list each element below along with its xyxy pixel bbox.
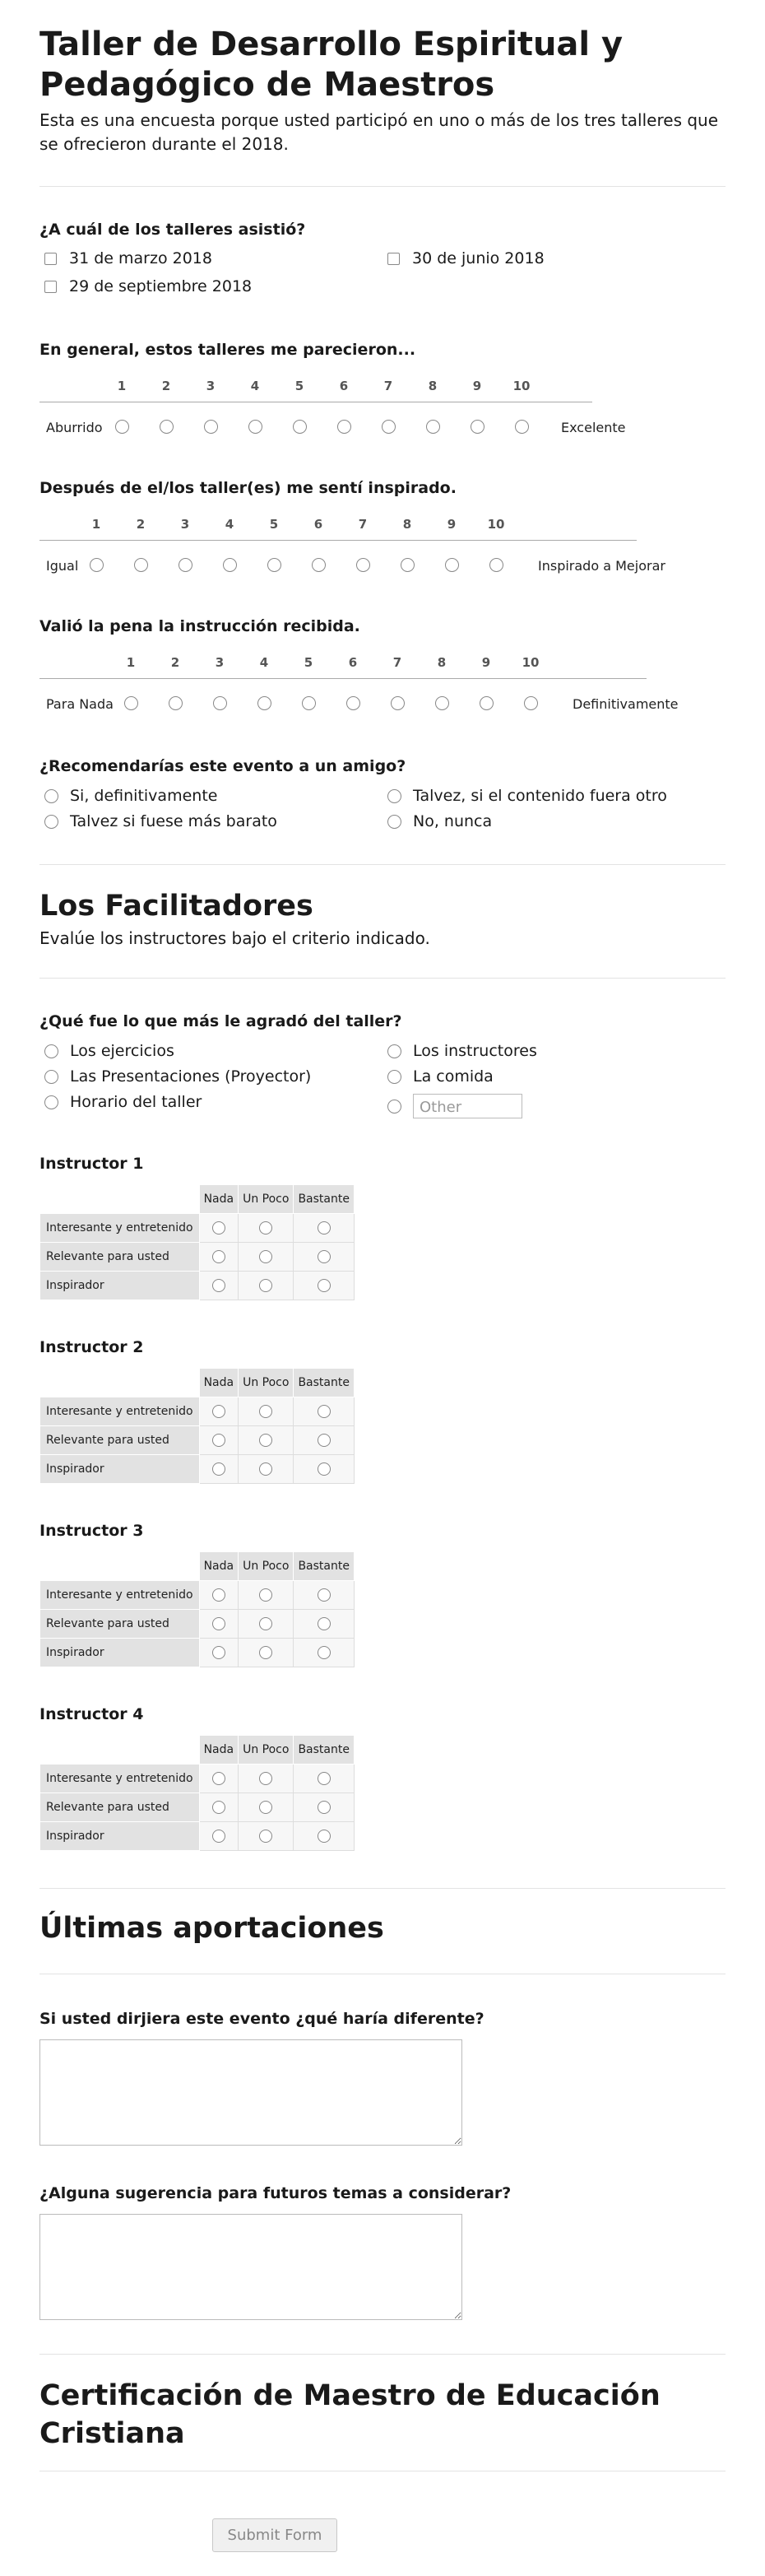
matrix-row-label: Relevante para usted	[40, 1610, 200, 1639]
matrix-radio[interactable]	[212, 1772, 225, 1785]
scale-number: 4	[250, 379, 260, 393]
matrix-row-label: Inspirador	[40, 1639, 200, 1667]
q5-label: ¿Recomendarías este evento a un amigo?	[39, 757, 406, 775]
matrix-row	[40, 1272, 355, 1300]
divider	[39, 186, 726, 187]
matrix-column-header: Un Poco	[239, 1552, 294, 1581]
matrix-radio[interactable]	[318, 1279, 331, 1292]
scale-radio-10[interactable]	[489, 558, 503, 572]
scale-divider	[39, 540, 637, 541]
scale-number: 5	[304, 655, 313, 670]
instructor-title: Instructor 3	[39, 1522, 144, 1540]
section-title: Los Facilitadores	[39, 890, 313, 923]
matrix-radio[interactable]	[318, 1801, 331, 1814]
scale-number: 10	[522, 655, 540, 670]
matrix-row	[40, 1397, 355, 1426]
matrix-column-header: Nada	[199, 1185, 239, 1214]
matrix-row-label: Inspirador	[40, 1455, 200, 1484]
matrix-radio[interactable]	[259, 1462, 272, 1476]
form-title: Taller de Desarrollo Espiritual y Pedagógico de Maestros	[39, 26, 624, 104]
scale-number: 7	[383, 379, 393, 393]
scale-number: 6	[313, 517, 323, 532]
matrix-radio[interactable]	[212, 1830, 225, 1843]
scale-high-label: Excelente	[561, 420, 626, 435]
scale-radio-8[interactable]	[426, 420, 440, 434]
scale-radio-6[interactable]	[312, 558, 326, 572]
checkbox[interactable]	[44, 253, 57, 265]
scale-radio-7[interactable]	[382, 420, 396, 434]
q1-label: ¿A cuál de los talleres asistió?	[39, 221, 306, 239]
scale-radio-8[interactable]	[435, 696, 449, 710]
q-diferente-label: Si usted dirjiera este evento ¿qué haría diferente?	[39, 2010, 484, 2028]
scale-radio-5[interactable]	[267, 558, 281, 572]
scale-radio-10[interactable]	[524, 696, 538, 710]
matrix-radio[interactable]	[318, 1221, 331, 1235]
q6-option-2[interactable]: Las Presentaciones (Proyector)	[44, 1067, 311, 1086]
matrix-radio[interactable]	[318, 1830, 331, 1843]
scale-radio-4[interactable]	[257, 696, 271, 710]
other-input[interactable]: Other	[413, 1094, 522, 1118]
scale-number: 7	[358, 517, 368, 532]
q1-option-0[interactable]: 31 de marzo 2018	[44, 249, 212, 268]
matrix-row	[40, 1426, 355, 1455]
scale-radio-3[interactable]	[178, 558, 192, 572]
scale-radio-6[interactable]	[346, 696, 360, 710]
scale-number: 8	[437, 655, 447, 670]
matrix-row	[40, 1455, 355, 1484]
scale-number: 9	[481, 655, 491, 670]
scale-number: 1	[126, 655, 136, 670]
scale-radio-6[interactable]	[337, 420, 351, 434]
radio[interactable]	[387, 789, 401, 803]
form-subtitle: Esta es una encuesta porque usted participó en uno o más de los tres talleres que se ofrecieron durante el 2018.	[39, 110, 719, 154]
matrix-radio[interactable]	[259, 1830, 272, 1843]
radio[interactable]	[387, 1070, 401, 1084]
matrix-row	[40, 1610, 355, 1639]
q6-option-3[interactable]: La comida	[387, 1067, 494, 1086]
matrix-radio[interactable]	[212, 1588, 225, 1602]
scale-radio-5[interactable]	[293, 420, 307, 434]
q5-option-1[interactable]: Talvez, si el contenido fuera otro	[387, 786, 667, 806]
scale-number: 2	[136, 517, 146, 532]
matrix-row	[40, 1243, 355, 1272]
radio[interactable]	[387, 1044, 401, 1058]
matrix-radio[interactable]	[318, 1617, 331, 1630]
scale-radio-9[interactable]	[480, 696, 494, 710]
matrix-radio[interactable]	[212, 1250, 225, 1263]
q2-label: En general, estos talleres me parecieron...	[39, 341, 416, 359]
scale-low-label: Igual	[46, 558, 79, 574]
submit-button[interactable]: Submit Form	[212, 2518, 337, 2552]
matrix-radio[interactable]	[259, 1250, 272, 1263]
matrix-column-header: Bastante	[294, 1552, 355, 1581]
matrix-row-label: Interesante y entretenido	[40, 1581, 200, 1610]
instructor-matrix	[39, 1735, 355, 1851]
matrix-radio[interactable]	[212, 1646, 225, 1659]
q4-label: Valió la pena la instrucción recibida.	[39, 617, 360, 635]
matrix-radio[interactable]	[318, 1405, 331, 1418]
form-header	[39, 25, 726, 156]
matrix-column-header: Nada	[199, 1369, 239, 1397]
scale-number: 4	[225, 517, 234, 532]
section-title: Últimas aportaciones	[39, 1912, 384, 1945]
q5-option-0[interactable]: Si, definitivamente	[44, 786, 217, 806]
matrix-radio[interactable]	[259, 1221, 272, 1235]
radio[interactable]	[44, 1095, 58, 1109]
scale-number: 1	[117, 379, 127, 393]
matrix-radio[interactable]	[212, 1221, 225, 1235]
scale-number: 5	[269, 517, 279, 532]
divider	[39, 864, 726, 865]
matrix-row	[40, 1793, 355, 1822]
matrix-column-header: Bastante	[294, 1736, 355, 1765]
matrix-row-label: Relevante para usted	[40, 1793, 200, 1822]
q6-option-4[interactable]: Horario del taller	[44, 1092, 202, 1112]
section-subtitle: Evalúe los instructores bajo el criterio indicado.	[39, 928, 430, 948]
matrix-row-label: Relevante para usted	[40, 1426, 200, 1455]
divider	[39, 1888, 726, 1889]
matrix-radio[interactable]	[318, 1646, 331, 1659]
divider	[39, 2354, 726, 2355]
scale-radio-5[interactable]	[302, 696, 316, 710]
instructor-matrix	[39, 1551, 355, 1667]
matrix-row-label: Relevante para usted	[40, 1243, 200, 1272]
matrix-radio[interactable]	[212, 1801, 225, 1814]
instructor-matrix	[39, 1184, 355, 1300]
scale-number: 4	[259, 655, 269, 670]
scale-high-label: Inspirado a Mejorar	[538, 558, 665, 574]
scale-radio-3[interactable]	[213, 696, 227, 710]
matrix-row	[40, 1581, 355, 1610]
scale-radio-1[interactable]	[115, 420, 129, 434]
matrix-radio[interactable]	[318, 1772, 331, 1785]
matrix-column-header: Un Poco	[239, 1369, 294, 1397]
matrix-radio[interactable]	[212, 1462, 225, 1476]
matrix-row	[40, 1214, 355, 1243]
matrix-radio[interactable]	[318, 1250, 331, 1263]
scale-number: 8	[402, 517, 412, 532]
matrix-radio[interactable]	[259, 1772, 272, 1785]
scale-radio-9[interactable]	[471, 420, 484, 434]
matrix-row-label: Interesante y entretenido	[40, 1214, 200, 1243]
matrix-radio[interactable]	[212, 1617, 225, 1630]
matrix-radio[interactable]	[259, 1279, 272, 1292]
checkbox[interactable]	[387, 253, 400, 265]
divider	[39, 978, 726, 979]
matrix-radio[interactable]	[318, 1588, 331, 1602]
scale-number: 2	[161, 379, 171, 393]
matrix-column-header: Un Poco	[239, 1736, 294, 1765]
scale-radio-4[interactable]	[248, 420, 262, 434]
diferente-textarea[interactable]	[39, 2039, 462, 2146]
scale-number: 6	[339, 379, 349, 393]
scale-radio-4[interactable]	[223, 558, 237, 572]
scale-divider	[39, 678, 647, 679]
scale-low-label: Para Nada	[46, 696, 114, 712]
matrix-radio[interactable]	[318, 1434, 331, 1447]
scale-radio-10[interactable]	[515, 420, 529, 434]
scale-number: 6	[348, 655, 358, 670]
matrix-column-header: Bastante	[294, 1369, 355, 1397]
scale-number: 9	[447, 517, 457, 532]
scale-number: 9	[472, 379, 482, 393]
scale-radio-8[interactable]	[401, 558, 415, 572]
q1-option-1[interactable]: 30 de junio 2018	[387, 249, 545, 268]
q6-option-0[interactable]: Los ejercicios	[44, 1041, 174, 1061]
scale-number: 5	[294, 379, 304, 393]
radio[interactable]	[44, 815, 58, 829]
scale-radio-2[interactable]	[134, 558, 148, 572]
radio[interactable]	[44, 1070, 58, 1084]
scale-radio-2[interactable]	[169, 696, 183, 710]
section-certificacion	[39, 2377, 726, 2453]
matrix-column-header: Bastante	[294, 1185, 355, 1214]
matrix-column-header: Un Poco	[239, 1185, 294, 1214]
scale-radio-9[interactable]	[445, 558, 459, 572]
q3-label: Después de el/los taller(es) me sentí inspirado.	[39, 479, 457, 497]
radio[interactable]	[44, 789, 58, 803]
scale-number: 3	[206, 379, 216, 393]
section-ultimas	[39, 1909, 726, 1947]
sugerencia-textarea[interactable]	[39, 2214, 462, 2320]
q-sugerencia-label: ¿Alguna sugerencia para futuros temas a considerar?	[39, 2184, 512, 2202]
instructor-title: Instructor 4	[39, 1705, 144, 1723]
q1-option-2[interactable]: 29 de septiembre 2018	[44, 277, 252, 296]
scale-high-label: Definitivamente	[573, 696, 679, 712]
instructor-title: Instructor 1	[39, 1155, 144, 1173]
checkbox[interactable]	[44, 281, 57, 293]
matrix-radio[interactable]	[259, 1405, 272, 1418]
matrix-radio[interactable]	[318, 1462, 331, 1476]
matrix-row-label: Inspirador	[40, 1272, 200, 1300]
scale-number: 3	[215, 655, 225, 670]
matrix-row	[40, 1822, 355, 1851]
scale-radio-1[interactable]	[124, 696, 138, 710]
scale-radio-7[interactable]	[356, 558, 370, 572]
scale-number: 10	[487, 517, 505, 532]
scale-radio-2[interactable]	[160, 420, 174, 434]
matrix-radio[interactable]	[212, 1405, 225, 1418]
scale-number: 3	[180, 517, 190, 532]
matrix-radio[interactable]	[212, 1434, 225, 1447]
scale-number: 7	[392, 655, 402, 670]
scale-number: 1	[91, 517, 101, 532]
matrix-row	[40, 1765, 355, 1793]
scale-low-label: Aburrido	[46, 420, 103, 435]
matrix-radio[interactable]	[212, 1279, 225, 1292]
matrix-column-header: Nada	[199, 1736, 239, 1765]
matrix-row-label: Interesante y entretenido	[40, 1765, 200, 1793]
radio[interactable]	[387, 815, 401, 829]
scale-radio-1[interactable]	[90, 558, 104, 572]
section-title: Certificación de Maestro de Educación Cristiana	[39, 2379, 661, 2450]
matrix-radio[interactable]	[259, 1434, 272, 1447]
q6-label: ¿Qué fue lo que más le agradó del taller?	[39, 1012, 402, 1030]
scale-number: 8	[428, 379, 438, 393]
scale-radio-7[interactable]	[391, 696, 405, 710]
radio[interactable]	[44, 1044, 58, 1058]
matrix-radio[interactable]	[259, 1617, 272, 1630]
matrix-row	[40, 1639, 355, 1667]
matrix-column-header: Nada	[199, 1552, 239, 1581]
scale-number: 2	[170, 655, 180, 670]
matrix-row-label: Interesante y entretenido	[40, 1397, 200, 1426]
section-facilitadores	[39, 887, 726, 951]
matrix-radio[interactable]	[259, 1801, 272, 1814]
q6-option-1[interactable]: Los instructores	[387, 1041, 537, 1061]
matrix-radio[interactable]	[259, 1588, 272, 1602]
instructor-matrix	[39, 1368, 355, 1484]
scale-radio-3[interactable]	[204, 420, 218, 434]
q5-option-2[interactable]: Talvez si fuese más barato	[44, 811, 277, 831]
matrix-row-label: Inspirador	[40, 1822, 200, 1851]
matrix-radio[interactable]	[259, 1646, 272, 1659]
instructor-title: Instructor 2	[39, 1338, 144, 1356]
q6-option-other[interactable]	[387, 1094, 522, 1118]
radio[interactable]	[387, 1100, 401, 1114]
q5-option-3[interactable]: No, nunca	[387, 811, 492, 831]
scale-number: 10	[512, 379, 531, 393]
